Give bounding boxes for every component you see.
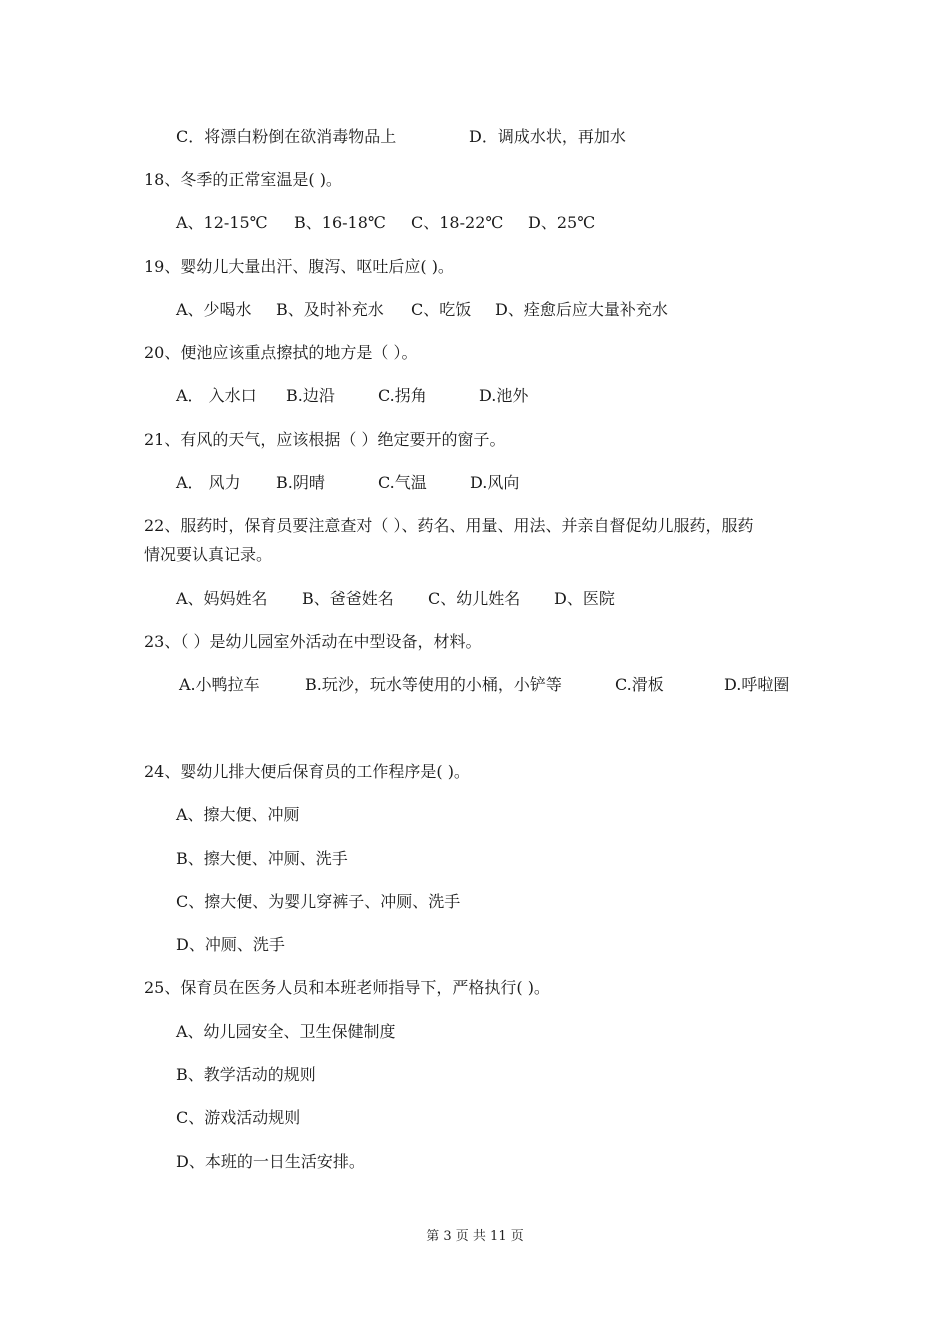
q21-option-a: A． 风力 <box>176 473 241 492</box>
q21-option-d: D.风向 <box>470 473 520 492</box>
q18-option-c: C、18-22℃ <box>411 213 504 232</box>
q20-stem: 20、便池应该重点擦拭的地方是（ ）。 <box>144 343 418 362</box>
q24-option-d: D、冲厕、洗手 <box>176 935 285 954</box>
q20-option-d: D.池外 <box>479 386 529 405</box>
q18-option-d: D、25℃ <box>528 213 596 232</box>
q23-option-b: B.玩沙，玩水等使用的小桶，小铲等 <box>305 675 562 694</box>
q25-option-a: A、幼儿园安全、卫生保健制度 <box>176 1022 396 1041</box>
q18-option-b: B、16-18℃ <box>294 213 386 232</box>
q22-stem-line1: 22、服药时，保育员要注意查对（ ）、药名、用量、用法、并亲自督促幼儿服药，服药 <box>144 516 754 535</box>
q17-option-c: C．将漂白粉倒在欲消毒物品上 <box>176 127 397 146</box>
q22-stem-line2: 情况要认真记录。 <box>144 545 273 564</box>
q24-stem: 24、婴幼儿排大便后保育员的工作程序是( )。 <box>144 762 470 781</box>
q24-option-b: B、擦大便、冲厕、洗手 <box>176 849 348 868</box>
q25-option-c: C、游戏活动规则 <box>176 1108 301 1127</box>
q22-option-c: C、幼儿姓名 <box>428 589 521 608</box>
q22-option-b: B、爸爸姓名 <box>302 589 394 608</box>
q23-option-a: A.小鸭拉车 <box>179 675 260 694</box>
q19-option-b: B、及时补充水 <box>276 300 384 319</box>
q21-option-b: B.阴晴 <box>276 473 325 492</box>
q25-option-d: D、本班的一日生活安排。 <box>176 1152 365 1171</box>
q19-option-a: A、少喝水 <box>176 300 252 319</box>
q22-option-d: D、医院 <box>554 589 615 608</box>
q23-option-d: D.呼啦圈 <box>724 675 790 694</box>
q23-stem: 23、（ ）是幼儿园室外活动在中型设备，材料。 <box>144 632 482 651</box>
q23-option-c: C.滑板 <box>615 675 664 694</box>
q22-option-a: A、妈妈姓名 <box>176 589 268 608</box>
q21-option-c: C.气温 <box>378 473 427 492</box>
q24-option-a: A、擦大便、冲厕 <box>176 805 300 824</box>
q19-stem: 19、婴幼儿大量出汗、腹泻、呕吐后应( )。 <box>144 257 454 276</box>
q18-option-a: A、12-15℃ <box>176 213 268 232</box>
q19-option-d: D、痊愈后应大量补充水 <box>495 300 668 319</box>
q20-option-c: C.拐角 <box>378 386 427 405</box>
q20-option-b: B.边沿 <box>286 386 335 405</box>
q25-option-b: B、教学活动的规则 <box>176 1065 316 1084</box>
q24-option-c: C、擦大便、为婴儿穿裤子、冲厕、洗手 <box>176 892 461 911</box>
page-footer: 第 3 页 共 11 页 <box>426 1229 524 1244</box>
q21-stem: 21、有风的天气，应该根据（ ）绝定要开的窗子。 <box>144 430 506 449</box>
q19-option-c: C、吃饭 <box>411 300 472 319</box>
q17-option-d: D．调成水状，再加水 <box>469 127 626 146</box>
q20-option-a: A． 入水口 <box>176 386 257 405</box>
q18-stem: 18、冬季的正常室温是( )。 <box>144 170 342 189</box>
q25-stem: 25、保育员在医务人员和本班老师指导下，严格执行( )。 <box>144 978 550 997</box>
